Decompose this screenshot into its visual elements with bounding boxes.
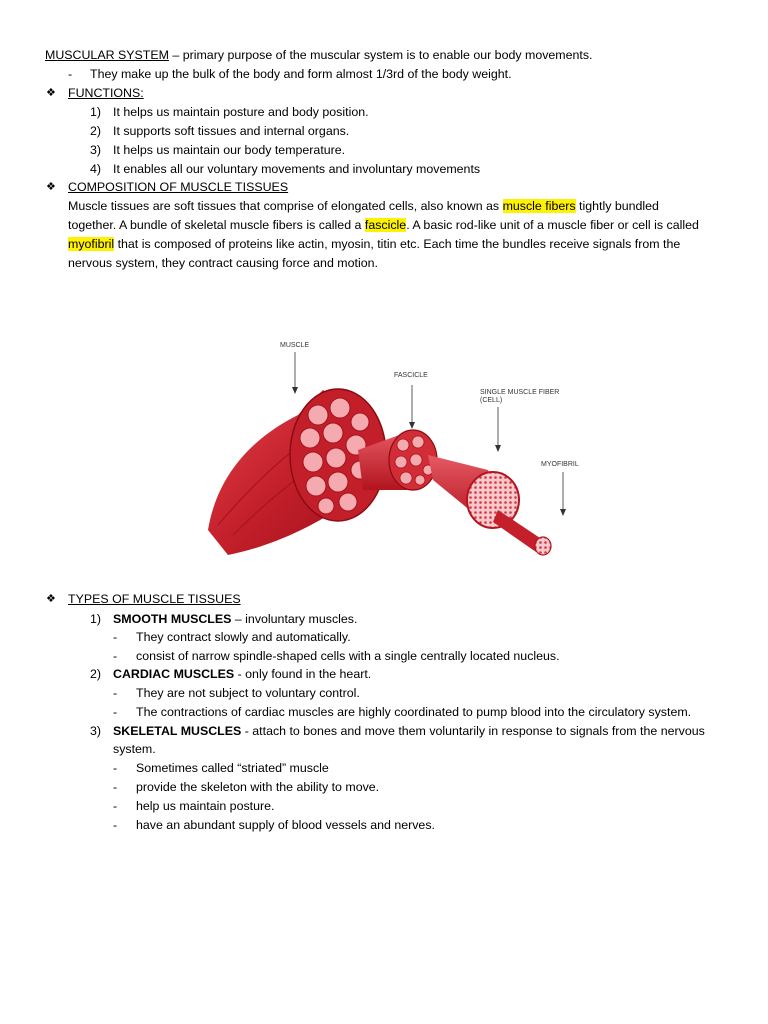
- type-skeletal-cont: system.: [113, 742, 156, 756]
- muscle-anatomy-figure: [198, 330, 588, 565]
- type-point: The contractions of cardiac muscles are highly coordinated to pump blood into the circulatory system.: [136, 705, 692, 719]
- dash-marker: -: [113, 780, 118, 794]
- function-item: It helps us maintain posture and body position.: [113, 105, 369, 119]
- type-point: have an abundant supply of blood vessels and nerves.: [136, 818, 435, 832]
- myofibril-end: [535, 537, 551, 555]
- highlight-fascicle: fascicle: [364, 218, 407, 232]
- dash-marker: -: [113, 649, 118, 663]
- arrow-icon: [560, 509, 566, 516]
- type-name: CARDIAC MUSCLES: [113, 667, 235, 681]
- function-item: It enables all our voluntary movements and involuntary movements: [113, 162, 481, 176]
- type-smooth: SMOOTH MUSCLES – involuntary muscles.: [113, 612, 358, 626]
- type-point: They contract slowly and automatically.: [136, 630, 351, 644]
- arrow-icon: [409, 422, 415, 429]
- highlight-myofibril: myofibril: [68, 237, 115, 251]
- label-myofibril: MYOFIBRIL: [541, 461, 579, 468]
- diamond-bullet-icon: ❖: [46, 593, 56, 605]
- arrow-icon: [292, 387, 298, 394]
- dash-marker: -: [113, 630, 118, 644]
- type-point: consist of narrow spindle-shaped cells with a single centrally located nucleus.: [136, 649, 560, 663]
- type-name: SKELETAL MUSCLES: [113, 724, 242, 738]
- function-num: 1): [90, 105, 102, 119]
- function-num: 4): [90, 162, 102, 176]
- dash-marker: -: [113, 818, 118, 832]
- dash-marker: -: [113, 799, 118, 813]
- functions-heading: FUNCTIONS:: [68, 86, 144, 100]
- diamond-bullet-icon: ❖: [46, 87, 56, 99]
- label-muscle: MUSCLE: [280, 342, 310, 349]
- type-point: provide the skeleton with the ability to move.: [136, 780, 380, 794]
- intro-sub-marker: -: [68, 67, 73, 81]
- composition-paragraph-line: myofibril that is composed of proteins like actin, myosin, titin etc. Each time the bundles receive signals from the: [68, 237, 681, 251]
- function-num: 2): [90, 124, 102, 138]
- label-cell: (CELL): [480, 397, 503, 404]
- intro-line: [45, 47, 592, 63]
- intro-sub-text: They make up the bulk of the body and form almost 1/3rd of the body weight.: [90, 67, 512, 81]
- dash-marker: -: [113, 686, 118, 700]
- function-num: 3): [90, 143, 102, 157]
- muscular-system-term: MUSCULAR SYSTEM: [45, 48, 169, 62]
- type-skeletal: SKELETAL MUSCLES - attach to bones and move them voluntarily in response to signals from the nervous: [113, 724, 705, 738]
- type-name: SMOOTH MUSCLES: [113, 612, 232, 626]
- diamond-bullet-icon: ❖: [46, 181, 56, 193]
- type-num: 1): [90, 612, 102, 626]
- arrow-icon: [495, 445, 501, 452]
- type-num: 2): [90, 667, 102, 681]
- intro-text: – primary purpose of the muscular system is to enable our body movements.: [168, 48, 593, 62]
- type-point: help us maintain posture.: [136, 799, 275, 813]
- type-point: Sometimes called “striated” muscle: [136, 761, 329, 775]
- dash-marker: -: [113, 705, 118, 719]
- type-point: They are not subject to voluntary control.: [136, 686, 360, 700]
- label-fascicle: FASCICLE: [394, 372, 428, 379]
- function-item: It supports soft tissues and internal organs.: [113, 124, 350, 138]
- type-num: 3): [90, 724, 102, 738]
- composition-paragraph-line: Muscle tissues are soft tissues that comprise of elongated cells, also known as muscle fibers tightly bundled: [68, 199, 659, 213]
- highlight-muscle-fibers: muscle fibers: [502, 199, 576, 213]
- type-cardiac: CARDIAC MUSCLES - only found in the heart.: [113, 667, 372, 681]
- dash-marker: -: [113, 761, 118, 775]
- composition-paragraph-line: together. A bundle of skeletal muscle fibers is called a fascicle. A basic rod-like unit of a muscle fiber or cell is called: [68, 218, 699, 232]
- function-item: It helps us maintain our body temperature.: [113, 143, 346, 157]
- label-single-fiber: SINGLE MUSCLE FIBER: [480, 389, 560, 396]
- composition-paragraph-line: nervous system, they contract causing force and motion.: [68, 256, 378, 270]
- composition-heading: COMPOSITION OF MUSCLE TISSUES: [68, 180, 289, 194]
- types-heading: TYPES OF MUSCLE TISSUES: [68, 592, 241, 606]
